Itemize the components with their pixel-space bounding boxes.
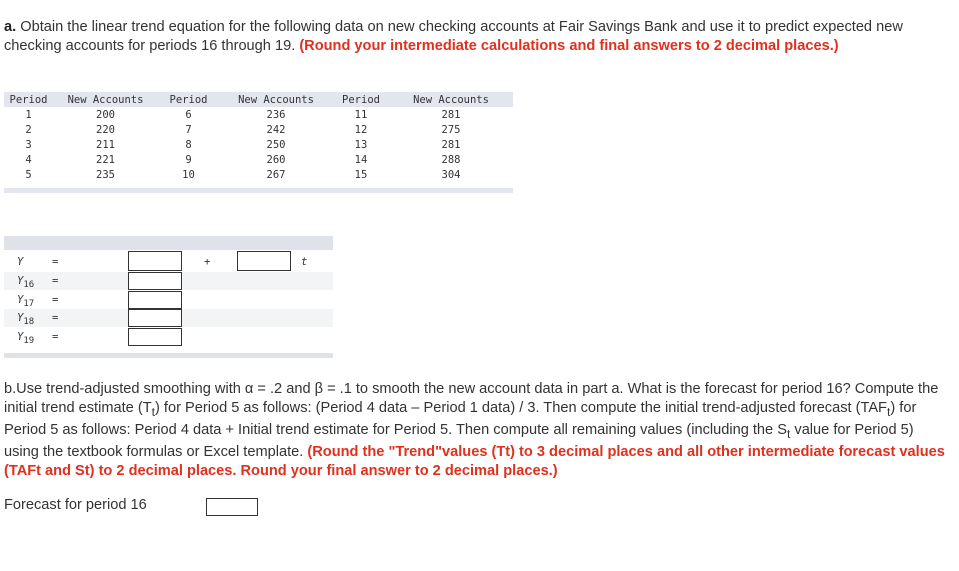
forecast-y-base: Y: [17, 330, 24, 343]
table-cell: 10: [182, 168, 195, 181]
forecast-y-subscript: 18: [23, 317, 35, 327]
table-cell: 1: [25, 108, 32, 121]
table-header: Period: [4, 92, 53, 107]
equation-bottom-bar: [4, 353, 333, 358]
plus-sign: +: [204, 256, 211, 268]
table-cell: 13: [354, 138, 368, 151]
forecast-input-18[interactable]: [128, 309, 182, 327]
subscript-t: t: [151, 404, 156, 419]
part-b-text-4: value for Period 5) using the textbook formulas or Excel template.: [4, 421, 914, 461]
subscript-t: t: [886, 404, 891, 419]
table-cell: 236: [266, 108, 286, 121]
table-cell: 5: [25, 168, 32, 181]
t-variable: t: [301, 256, 308, 268]
part-b-instruction: (Round the "Trend"values (Tt) to 3 decimal places and all other intermediate forecast values (TAFt and St) to 2 decimal places. Round your final answer to 2 decimal places.): [4, 444, 945, 479]
table-cell: 275: [441, 123, 461, 136]
table-header: New Accounts: [389, 92, 513, 107]
table-cell: 200: [96, 108, 115, 121]
equals-sign: =: [52, 293, 59, 306]
forecast-row: [4, 309, 333, 327]
equals-sign: =: [52, 330, 59, 343]
slope-input[interactable]: [237, 251, 291, 271]
forecast-row: [4, 291, 333, 309]
table-cell: 8: [185, 138, 192, 151]
table-cell: 260: [266, 153, 286, 166]
table-cell: 235: [96, 168, 115, 181]
part-a-text: Obtain the linear trend equation for the following data on new checking accounts at Fair Savings Bank and use it to predict expected new checking accounts for periods 16 through 19.: [4, 19, 903, 54]
table-cell: 281: [441, 108, 461, 121]
forecast-input-17[interactable]: [128, 291, 182, 309]
table-cell: 15: [354, 168, 368, 181]
table-cell: 7: [185, 123, 192, 136]
forecast-input[interactable]: [206, 498, 258, 516]
table-cell: 3: [25, 138, 32, 151]
table-cell: 242: [266, 123, 286, 136]
part-a-label: a.: [4, 19, 17, 35]
table-bottom-bar: [4, 188, 513, 193]
intercept-input[interactable]: [128, 251, 182, 271]
subscript-t: t: [786, 426, 791, 441]
table-row: [4, 167, 513, 182]
question-part-b: [4, 380, 949, 480]
table-cell: 288: [441, 153, 461, 166]
forecast-y-label: [17, 312, 34, 327]
table-cell: 2: [25, 123, 32, 136]
table-header: New Accounts: [219, 92, 333, 107]
part-b-text-3: ) for Period 5 as follows: Period 4 data + Initial trend estimate for Period 5. Then compute all remaining values (including the S: [4, 399, 917, 438]
table-cell: 12: [354, 123, 368, 136]
table-header-row: [4, 92, 513, 107]
table-cell: 14: [354, 153, 368, 166]
table-header: Period: [333, 92, 389, 107]
forecast-input-19[interactable]: [128, 328, 182, 346]
table-header: New Accounts: [53, 92, 158, 107]
y-label: Y: [17, 256, 24, 268]
question-part-a: [4, 18, 944, 55]
part-b-text-1: b.Use trend-adjusted smoothing with α = .2 and β = .1 to smooth the new account data in part a. What is the forecast for period 16? Compute the initial trend estimate (T: [4, 381, 939, 416]
table-header: Period: [158, 92, 219, 107]
forecast-y-base: Y: [17, 293, 24, 306]
table-cell: 220: [96, 123, 115, 136]
table-row: [4, 137, 513, 152]
forecast-y-base: Y: [17, 275, 24, 287]
equals-sign: =: [52, 312, 59, 324]
table-row: [4, 152, 513, 167]
table-cell: 250: [266, 138, 286, 151]
table-cell: 11: [354, 108, 368, 121]
equation-header-bar: [4, 236, 333, 250]
table-cell: 211: [96, 138, 115, 151]
forecast-input-16[interactable]: [128, 272, 182, 290]
table-cell: 304: [441, 168, 461, 181]
equals-sign: =: [52, 256, 59, 268]
table-cell: 4: [25, 153, 32, 166]
table-cell: 9: [185, 153, 192, 166]
forecast-y-label: [17, 275, 34, 290]
accounts-data-table: [4, 92, 513, 182]
forecast-row: [4, 328, 333, 346]
forecast-label: Forecast for period 16: [4, 497, 147, 513]
part-b-text-2: ) for Period 5 as follows: (Period 4 data – Period 1 data) / 3. Then compute the initial trend-adjusted forecast (TAF: [155, 399, 887, 416]
part-a-instruction: (Round your intermediate calculations and final answers to 2 decimal places.): [299, 37, 839, 54]
table-cell: 6: [185, 108, 192, 121]
table-cell: 221: [96, 153, 115, 166]
forecast-y-subscript: 17: [23, 298, 35, 309]
forecast-row: [4, 272, 333, 290]
forecast-y-subscript: 16: [23, 280, 35, 290]
forecast-y-label: [17, 331, 34, 346]
forecast-y-label: [17, 294, 34, 309]
forecast-y-subscript: 19: [23, 335, 35, 346]
trend-equation-row: [4, 253, 333, 271]
table-cell: 281: [441, 138, 461, 151]
table-cell: 267: [266, 168, 286, 181]
table-row: [4, 122, 513, 137]
equals-sign: =: [52, 275, 59, 287]
table-row: [4, 107, 513, 122]
forecast-y-base: Y: [17, 312, 24, 324]
